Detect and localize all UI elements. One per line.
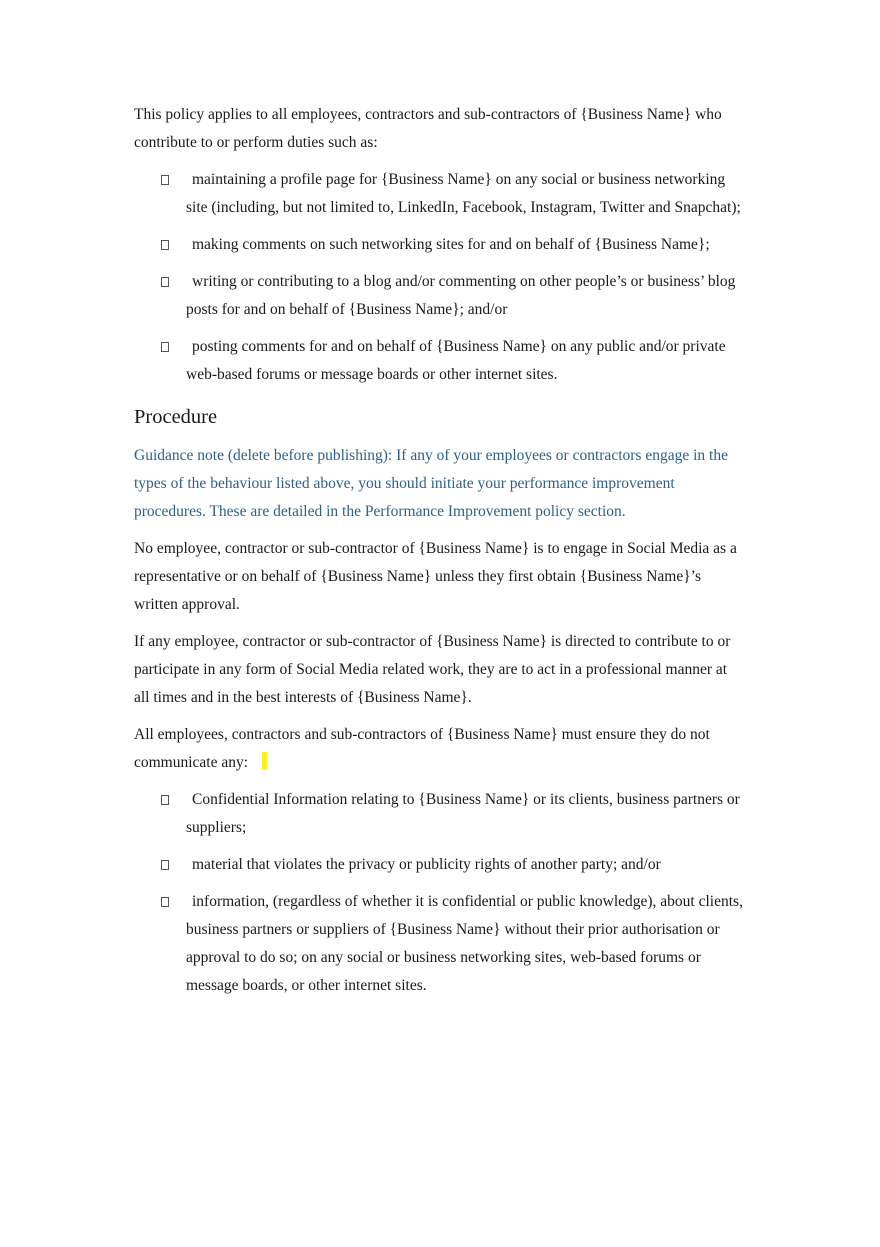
list-item-text: writing or contributing to a blog and/or commenting on other people’s or business’ blog posts for and on behalf of {Business Name}; and/or	[186, 273, 736, 318]
guidance-note: Guidance note (delete before publishing): If any of your employees or contractors engage in the types of the behaviour listed above, you should initiate your performance improvement procedures. These are detailed in the Performance Improvement policy section.	[134, 447, 728, 520]
document-page	[134, 101, 744, 1010]
bullet-square-icon	[161, 277, 169, 287]
list-item-text: maintaining a profile page for {Business Name} on any social or business networking site (including, but not limited to, LinkedIn, Facebook, Instagram, Twitter and Snapchat);	[186, 171, 741, 216]
list-item-text: making comments on such networking sites for and on behalf of {Business Name};	[192, 236, 710, 253]
list-item	[134, 333, 744, 389]
conduct-paragraph: If any employee, contractor or sub-contractor of {Business Name} is directed to contribute to or participate in any form of Social Media related work, they are to act in a professional manner at all times and in the best interests of {Business Name}.	[134, 633, 731, 706]
list-item	[134, 786, 744, 842]
duties-list	[134, 166, 744, 389]
bullet-square-icon	[161, 175, 169, 185]
list-item-text: Confidential Information relating to {Business Name} or its clients, business partners or suppliers;	[186, 791, 740, 836]
bullet-square-icon	[161, 897, 169, 907]
bullet-square-icon	[161, 342, 169, 352]
list-item	[134, 851, 744, 879]
restriction-intro-paragraph	[134, 721, 744, 777]
restrictions-list	[134, 786, 744, 1000]
bullet-square-icon	[161, 240, 169, 250]
list-item-text: posting comments for and on behalf of {Business Name} on any public and/or private web-based forums or message boards or other internet sites.	[186, 338, 726, 383]
list-item	[134, 888, 744, 1000]
bullet-square-icon	[161, 795, 169, 805]
restriction-intro-text: All employees, contractors and sub-contractors of {Business Name} must ensure they do not communicate any:	[134, 726, 710, 771]
intro-paragraph: This policy applies to all employees, contractors and sub-contractors of {Business Name} who contribute to or perform duties such as:	[134, 106, 722, 151]
section-heading-procedure: Procedure	[134, 406, 218, 428]
list-item	[134, 231, 744, 259]
list-item-text: material that violates the privacy or publicity rights of another party; and/or	[192, 856, 661, 873]
list-item	[134, 166, 744, 222]
text-cursor-highlight[interactable]	[262, 752, 267, 770]
list-item	[134, 268, 744, 324]
list-item-text: information, (regardless of whether it is confidential or public knowledge), about clients, business partners or suppliers of {Business Name} without their prior authorisation or approval to do so; on any social or business networking sites, web-based forums or message boards, or other internet sites.	[186, 893, 743, 994]
approval-paragraph: No employee, contractor or sub-contractor of {Business Name} is to engage in Social Media as a representative or on behalf of {Business Name} unless they first obtain {Business Name}’s written approval.	[134, 540, 737, 613]
bullet-square-icon	[161, 860, 169, 870]
